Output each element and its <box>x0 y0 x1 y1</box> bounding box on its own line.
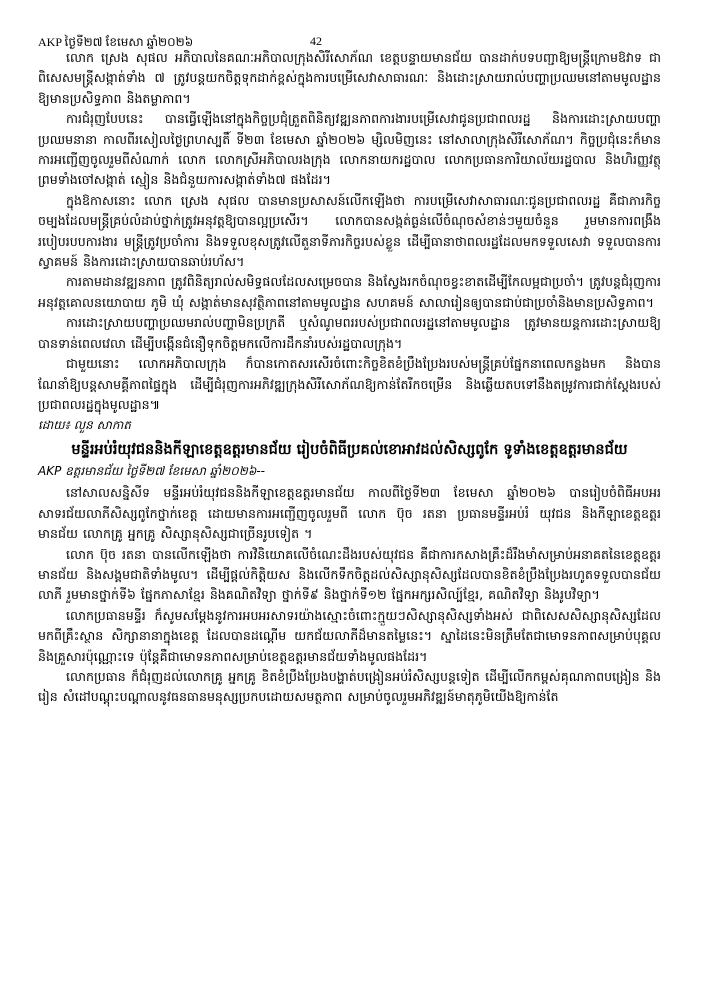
page-number: 42 <box>310 34 322 48</box>
article2-paragraph-1: នៅសាលសន្និសីទ មន្ទីរអប់រំយុវជននិងកីឡាខេត្តឧត្តរមានជ័យ កាលពីថ្ងៃទី២៣ ខែមេសា ឆ្នាំ២០២៦ បានរៀបចំពិធីអបអរសាទរជ័យលាភីសិស្សពូកែថ្នាក់ខេត្ត ដោយមានការអញ្ជើញចូលរួមពី លោក ប៊ុច រតនា ប្រធានមន្ទីរអប់រំ យុវជន និងកីឡាខេត្តឧត្តរមានជ័យ លោកគ្រូ អ្នកគ្រូ សិស្សានុសិស្សជាច្រើនរូបទៀត ។ <box>38 485 661 542</box>
article1-paragraph-1: លោក ស្រេង សុផល អភិបាលនៃគណៈអភិបាលក្រុងសិរីសោភ័ណ ខេត្តបន្ទាយមានជ័យ បានដាក់បទបញ្ជាឱ្យមន្ត្រីក្រោមឱវាទ ជាពិសេសមន្ត្រីសង្កាត់ទាំង ៧ ត្រូវបន្តយកចិត្តទុកដាក់ខ្ពស់ក្នុងការបម្រើសេវាសាធារណៈ និងដោះស្រាយរាល់បញ្ហាប្រឈមនៅតាមមូលដ្ឋានឱ្យមានប្រសិទ្ធភាព និងតម្លាភាព។ <box>38 50 661 106</box>
article1-paragraph-4: ការតាមដានវឌ្ឍនភាព ត្រូវពិនិត្យរាល់សមិទ្ធផលដែលសម្រេចបាន និងស្វែងរកចំណុចខ្វះខាតដើម្បីកែលម្អជាប្រចាំ។ ត្រូវបន្តជំរុញការអនុវត្តគោលនយោបាយ ភូមិ ឃុំ សង្កាត់មានសុវត្ថិភាពនៅតាមមូលដ្ឋាន សហគមន៍ សាលារៀនឲ្យបានជាប់ជាប្រចាំនិងមានប្រសិទ្ធភាព។ <box>38 274 661 310</box>
page-header <box>38 0 661 49</box>
article2-paragraph-2: លោក ប៊ុច រតនា បានលើកឡើងថា ការវិនិយោគលើចំណេះដឹងរបស់យុវជន គឺជាការកសាងគ្រឹះដ៏រឹងមាំសម្រាប់អនាគតនៃខេត្តឧត្តរមានជ័យ និងសង្គមជាតិទាំងមូល។ ដើម្បីផ្តល់កិត្តិយស និងលើកទឹកចិត្តដល់សិស្សានុសិស្សដែលបានខិតខំប្រឹងប្រែងរហូតទទួលបានជ័យលាភី រួមមានថ្នាក់ទី៦ ផ្នែកភាសាខ្មែរ និងគណិតវិទ្យា ថ្នាក់ទី៩ និងថ្នាក់ទី១២ ផ្នែកអក្សរសិល្ប៍ខ្មែរ, គណិតវិទ្យា និងរូបវិទ្យា។ <box>38 546 661 603</box>
article2-dateline: AKP ឧត្តរមានជ័យ ថ្ងៃទី២៧ ខែមេសា ឆ្នាំ២០២៦-- <box>38 464 265 479</box>
header-date: AKP ថ្ងៃទី២៧ ខែមេសា ឆ្នាំ២០២៦ <box>38 35 194 49</box>
article1-paragraph-2: ការជំរុញបែបនេះ បានធ្វើឡើងនៅក្នុងកិច្ចប្រជុំត្រួតពិនិត្យវឌ្ឍនភាពការងារបម្រើសេវាជូនប្រជាពលរដ្ឋ និងការដោះស្រាយបញ្ហាប្រឈមនានា កាលពីរសៀលថ្ងៃព្រហស្បតិ៍ ទី២៣ ខែមេសា ឆ្នាំ២០២៦ ម្សិលមិញនេះ នៅសាលាក្រុងសិរីសោភ័ណ។ កិច្ចប្រជុំនេះក៏មានការអញ្ជើញចូលរួមពីសំណាក់ លោក លោកស្រីអភិបាលរងក្រុង លោកនាយករដ្ឋបាល លោកប្រធានការិយាល័យរដ្ឋបាល និងហិរញ្ញវត្ថុ ព្រមទាំងចៅសង្កាត់ ស្មៀន និងជំនួយការសង្កាត់ទាំង៧ ផងដែរ។ <box>38 111 661 188</box>
article-1 <box>38 48 661 435</box>
article1-paragraph-6: ជាមួយនោះ លោកអភិបាលក្រុង ក៏បានកោតសរសើរចំពោះកិច្ចខិតខំប្រឹងប្រែងរបស់មន្ត្រីគ្រប់ផ្នែកនាពេលកន្លងមក និងបានណែនាំឱ្យបន្តសាមគ្គីភាពផ្ទៃក្នុង ដើម្បីជំរុញការអភិវឌ្ឍក្រុងសិរីសោភ័ណឱ្យកាន់តែរីកចម្រើន និងឆ្លើយតបទៅនឹងតម្រូវការជាក់ស្តែងរបស់ប្រជាពលរដ្ឋក្នុងមូលដ្ឋាន៕ <box>38 356 661 412</box>
article1-byline: ដោយ៖ លួន សាកាត <box>38 418 131 433</box>
article1-paragraph-5: ការដោះស្រាយបញ្ហាប្រឈមរាល់បញ្ហាមិនប្រក្រតី ឬសំណូមពររបស់ប្រជាពលរដ្ឋនៅតាមមូលដ្ឋាន ត្រូវមានយន្តការដោះស្រាយឱ្យបានទាន់ពេលវេលា ដើម្បីបង្កើនជំនឿទុកចិត្តមកលើការដឹកនាំរបស់រដ្ឋបាលក្រុង។ <box>38 315 661 351</box>
article2-paragraph-3: លោកប្រធានមន្ទីរ ក៏សូមសម្ដែងនូវការអបអរសាទរយ៉ាងស្មោះចំពោះក្មួយៗសិស្សានុសិស្សទាំងអស់ ជាពិសេសសិស្សានុសិស្សដែលមកពីគ្រឹះស្ថាន សិក្សានានាក្នុងខេត្ត ដែលបានដណ្ដើម យកជ័យលាភីដ៏មានតម្លៃនេះ។ ស្នាដៃនេះមិនត្រឹមតែជាមោទនភាពសម្រាប់បុគ្គល និងគ្រួសារប៉ុណ្ណោះទេ ប៉ុន្តែគឺជាមោទនភាពសម្រាប់ខេត្តឧត្តរមានជ័យទាំងមូលផងដែរ។ <box>38 607 661 664</box>
article-2 <box>38 439 661 707</box>
article2-headline: មន្ទីរអប់រំយុវជននិងកីឡាខេត្តឧត្តរមានជ័យ រៀបចំពិធីប្រគល់ខោអាវដល់សិស្សពូកែ ទូទាំងខេត្តឧត្តរមានជ័យ <box>71 442 628 459</box>
article2-paragraph-4: លោកប្រធាន ក៏ជំរុញដល់លោកគ្រូ អ្នកគ្រូ ខិតខំប្រឹងប្រែងបង្ហាត់បង្រៀនអប់រំសិស្សបន្តទៀត ដើម្បីលើកកម្ពស់គុណភាពបង្រៀន និងរៀន សំដៅបណ្តុះបណ្តាលនូវធនធានមនុស្សប្រកបដោយសមត្ថភាព សម្រាប់ចូលរួមអភិវឌ្ឍន៍មាតុភូមិយើងឱ្យកាន់តែ <box>38 668 661 705</box>
article1-paragraph-3: ក្នុងឱកាសនោះ លោក ស្រេង សុផល បានមានប្រសាសន៍លើកឡើងថា ការបម្រើសេវាសាធារណៈជូនប្រជាពលរដ្ឋ គឺជាភារកិច្ចចម្បងដែលមន្ត្រីគ្រប់លំដាប់ថ្នាក់ត្រូវអនុវត្តឱ្យបានល្អប្រសើរ។ លោកបានសង្កត់ធ្ងន់លើចំណុចសំខាន់ៗមួយចំនួន រួមមានការពង្រឹងរបៀបរបបការងារ មន្ត្រីត្រូវប្រចាំការ និងទទួលខុសត្រូវលើតួនាទីភារកិច្ចរបស់ខ្លួន ដើម្បីធានាថាពលរដ្ឋដែលមកទទួលសេវា ទទួលបានការស្វាគមន៍ និងការដោះស្រាយបានឆាប់រហ័ស។ <box>38 192 661 270</box>
